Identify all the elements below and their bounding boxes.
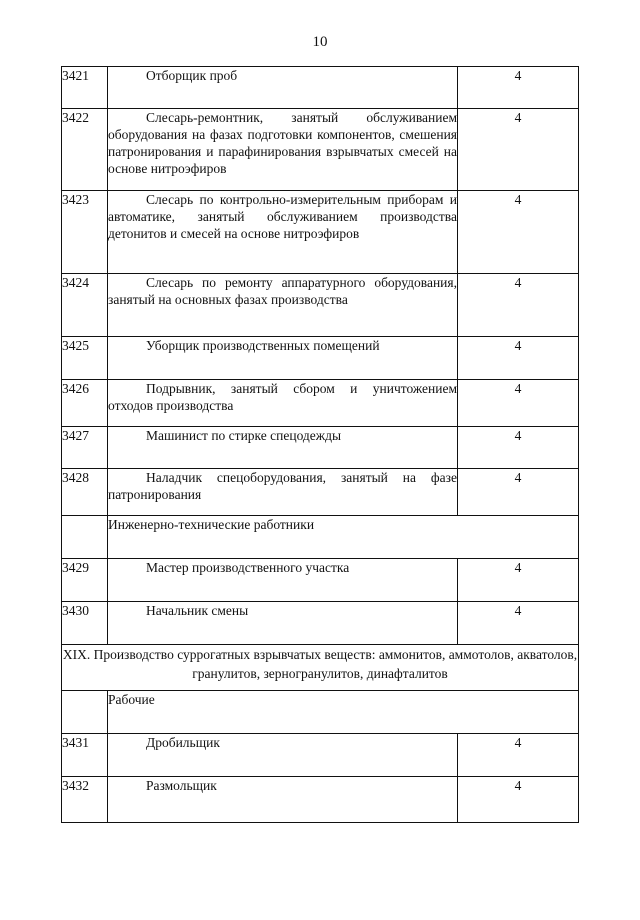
table-row <box>62 734 579 777</box>
table-row <box>62 191 579 274</box>
profession-text: Подрывник, занятый сбором и уничтожением отходов производства <box>108 381 457 413</box>
row-profession <box>108 602 458 645</box>
section-row <box>62 645 579 691</box>
table-row <box>62 380 579 427</box>
table-row <box>62 559 579 602</box>
row-profession <box>108 559 458 602</box>
profession-text: Уборщик производственных помещений <box>146 338 380 353</box>
table-row <box>62 337 579 380</box>
subheading-row <box>62 691 579 734</box>
profession-text: Размольщик <box>146 778 217 793</box>
row-code-empty <box>62 691 108 734</box>
row-value: 4 <box>458 191 579 274</box>
professions-table <box>61 66 579 823</box>
table-row <box>62 109 579 191</box>
row-profession <box>108 777 458 823</box>
subheading-row <box>62 516 579 559</box>
row-code: 3421 <box>62 67 108 109</box>
page-number: 10 <box>312 34 328 50</box>
row-code: 3423 <box>62 191 108 274</box>
row-profession <box>108 274 458 337</box>
profession-text: Отборщик проб <box>146 68 238 83</box>
profession-text: Наладчик спецоборудования, занятый на фазе патронирования <box>108 470 457 502</box>
row-value: 4 <box>458 777 579 823</box>
table-row <box>62 274 579 337</box>
row-code: 3422 <box>62 109 108 191</box>
row-code: 3428 <box>62 469 108 516</box>
row-value: 4 <box>458 602 579 645</box>
row-code: 3424 <box>62 274 108 337</box>
subheading: Рабочие <box>108 691 579 734</box>
table-row <box>62 427 579 469</box>
profession-text: Слесарь по ремонту аппаратурного оборудования, занятый на основных фазах производства <box>108 275 457 307</box>
profession-text: Начальник смены <box>146 603 249 618</box>
row-value: 4 <box>458 469 579 516</box>
row-code: 3427 <box>62 427 108 469</box>
row-value: 4 <box>458 427 579 469</box>
row-profession <box>108 427 458 469</box>
row-value: 4 <box>458 559 579 602</box>
section-heading: XIX. Производство суррогатных взрывчатых веществ: аммонитов, аммотолов, акватолов, гранулитов, зерногранулитов, динафталитов <box>62 645 579 691</box>
row-profession <box>108 109 458 191</box>
profession-text: Дробильщик <box>146 735 220 750</box>
row-code: 3426 <box>62 380 108 427</box>
row-value: 4 <box>458 274 579 337</box>
row-profession <box>108 734 458 777</box>
row-code-empty <box>62 516 108 559</box>
profession-text: Машинист по стирке спецодежды <box>146 428 342 443</box>
row-profession <box>108 191 458 274</box>
row-code: 3432 <box>62 777 108 823</box>
row-value: 4 <box>458 109 579 191</box>
row-value: 4 <box>458 337 579 380</box>
row-value: 4 <box>458 734 579 777</box>
profession-text: Слесарь-ремонтник, занятый обслуживанием оборудования на фазах подготовки компонентов, смешения патронирования и парафинирования взрывчатых смесей на основе нитроэфиров <box>108 110 457 176</box>
table-row <box>62 777 579 823</box>
table-row <box>62 469 579 516</box>
table-row <box>62 602 579 645</box>
row-code: 3430 <box>62 602 108 645</box>
row-code: 3431 <box>62 734 108 777</box>
row-value: 4 <box>458 67 579 109</box>
subheading: Инженерно-технические работники <box>108 516 579 559</box>
profession-text: Слесарь по контрольно-измерительным приборам и автоматике, занятый обслуживанием производства детонитов и смесей на основе нитроэфиров <box>108 192 457 241</box>
row-profession <box>108 67 458 109</box>
row-value: 4 <box>458 380 579 427</box>
profession-text: Мастер производственного участка <box>146 560 350 575</box>
row-profession <box>108 380 458 427</box>
row-code: 3425 <box>62 337 108 380</box>
table-row <box>62 67 579 109</box>
table-body <box>62 67 579 823</box>
row-profession <box>108 469 458 516</box>
row-code: 3429 <box>62 559 108 602</box>
row-profession <box>108 337 458 380</box>
